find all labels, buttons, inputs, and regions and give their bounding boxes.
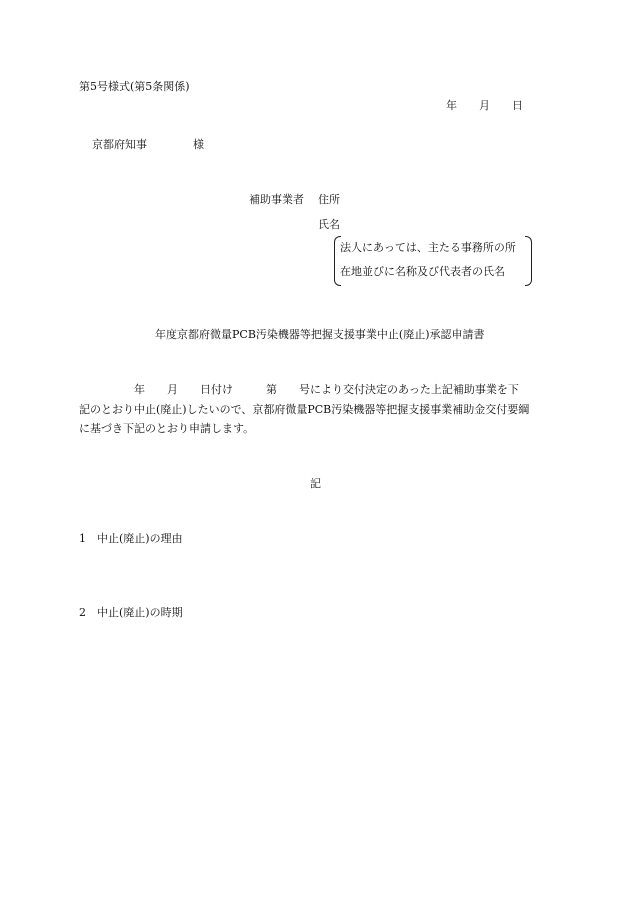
addressee: [92, 138, 204, 152]
addressee-name: 京都府知事: [92, 138, 147, 151]
corporate-note: [334, 236, 532, 286]
document-title: 年度京都府微量PCB汚染機器等把握支援事業中止(廃止)承認申請書: [155, 328, 485, 341]
address-label: 住所: [318, 193, 340, 206]
body-text-line-3: に基づき下記のとおり申請します。: [79, 422, 255, 435]
date-line: 年 月 日: [446, 99, 523, 112]
corporate-note-line-1: 法人にあっては、主たる事務所の所: [340, 241, 516, 254]
corporate-note-line-2: 在地並びに名称及び代表者の氏名: [340, 265, 505, 278]
body-text-line-1: 年 月 日付け 第 号により交付決定のあった上記補助事業を下: [79, 383, 519, 396]
name-label: 氏名: [318, 218, 340, 231]
body-text-line-2: 記のとおり中止(廃止)したいので、京都府微量PCB汚染機器等把握支援事業補助金交付要綱: [79, 403, 530, 416]
form-number: 第5号様式(第5条関係): [79, 80, 190, 93]
applicant-label: 補助事業者: [249, 193, 304, 206]
ki-heading: 記: [310, 477, 321, 490]
item-timing: 2 中止(廃止)の時期: [79, 606, 183, 619]
addressee-honorific: 様: [193, 138, 204, 151]
right-bracket: [525, 236, 532, 286]
item-reason: 1 中止(廃止)の理由: [79, 532, 183, 545]
